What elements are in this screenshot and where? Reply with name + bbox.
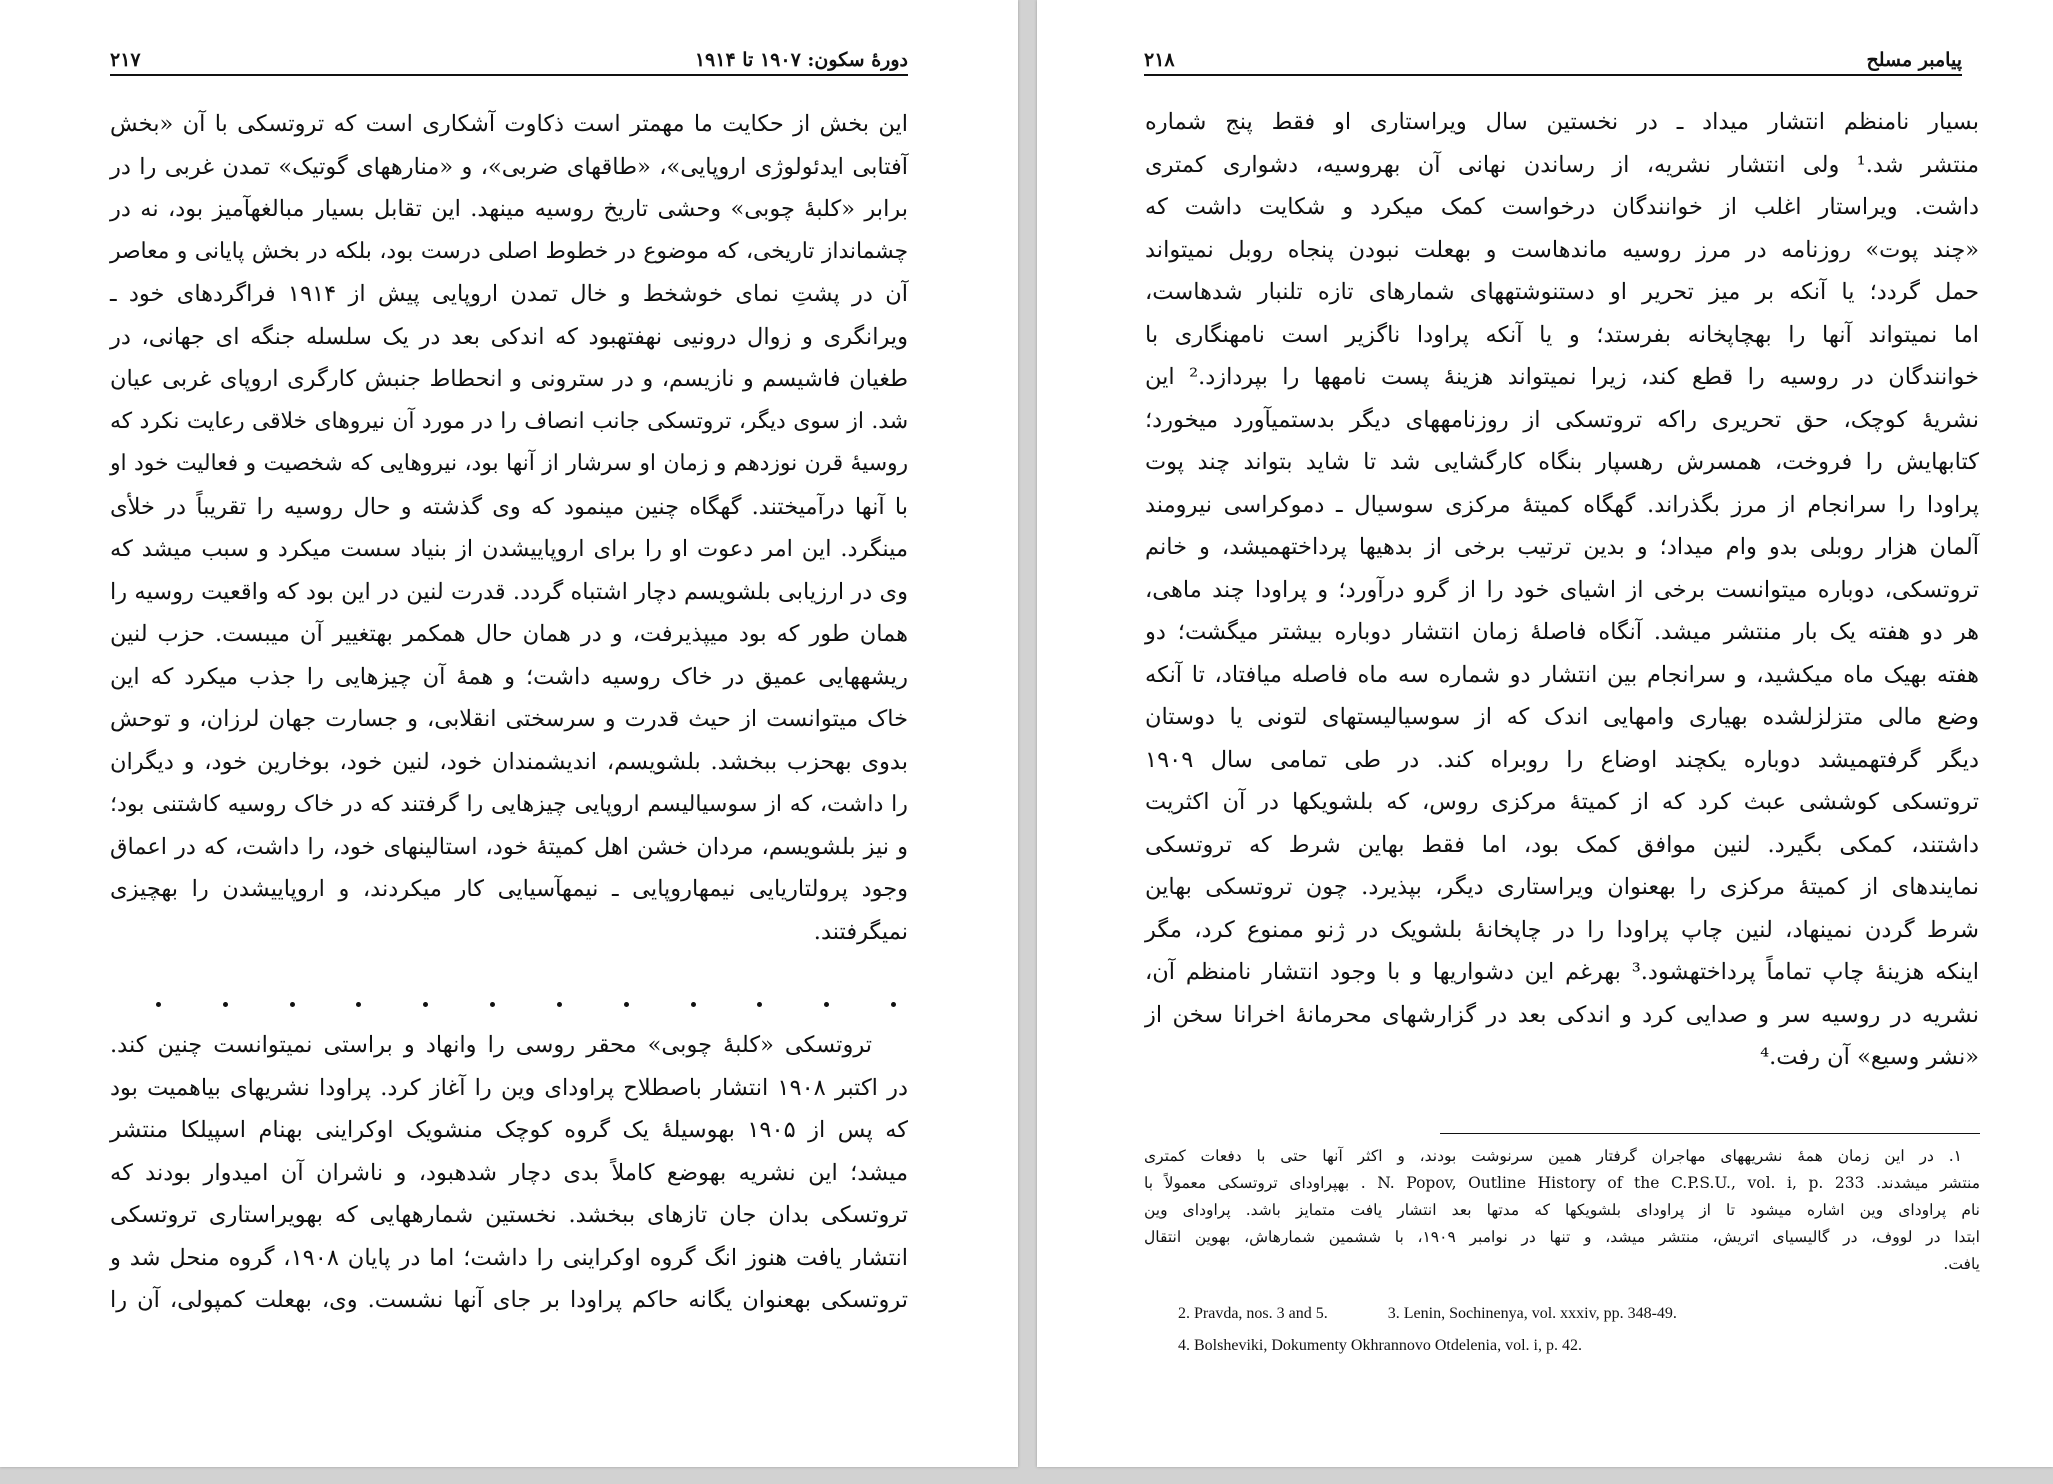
footnote-divider <box>1440 1133 1980 1134</box>
text-line: وجود پرولتاریایی نیمهاروپایی ـ نیمهآسیایی کار میکردند، و اروپاییشدن را بهچیزی <box>110 876 908 902</box>
text-line: روسیهٔ قرن نوزدهم و زمان او سرشار از آنها بود، نیروهایی که شخصیت و فعالیت خود او <box>110 451 908 476</box>
text-line: حمل گردد؛ یا آنکه بر میز تحریر او دستنوشتههای شمارهای تازه تلنبار شدهاست، <box>1145 279 1979 305</box>
text-line: خاک میتوانست از حیث قدرت و سرسختی انقلابی، و جسارت جهان لرزان، و توحش <box>110 706 908 732</box>
text-line: تروتسکی بدان جان تازهای ببخشد. نخستین شمارههایی که بهویراستاری تروتسکی <box>110 1202 908 1228</box>
text-line: هفته بهیک ماه میکشید، و سرانجام بین انتشار دو شماره سه ماه فاصله میافتاد، تا آنکه <box>1145 661 1979 688</box>
text-line: انتشار یافت هنوز انگ گروه اوکراینی را داشت؛ اما در پایان ۱۹۰۸، گروه منحل شد و <box>110 1244 908 1271</box>
footnote-4-text: 4. Bolsheviki, Dokumenty Okhrannovo Otdelenia, vol. i, p. 42. <box>1178 1337 1582 1354</box>
text-line: آلمان هزار روبلی بدو وام میداد؛ و بدین ترتیب برخی از بدهیها پرداختهمیشد، و خانم <box>1145 534 1979 560</box>
text-line: میشد؛ این نشریه بهوضع کاملاً بدی دچار شدهبود، و ناشران آن امیدوار بودند که <box>110 1159 908 1186</box>
separator-dot <box>624 1002 629 1007</box>
text-line: ویرانگری و زوال درونیی نهفتهبود که اندکی بعد در یک سلسله جنگه ای جهانی، در <box>110 323 908 350</box>
text-line: وضع مالی متزلزلشده بهیاری وامهایی اندک که از سوسیالیستهای لتونی یا دوستان <box>1145 704 1979 730</box>
text-line: ریشههایی عمیق در خاک روسیه داشت؛ و همهٔ آن چیزهایی را جذب میکرد که این <box>110 663 908 690</box>
text-line: بدوی بهحزب ببخشد. بلشویسم، اندیشمندان خود، لنین خود، بوخارین خود، و دیگران <box>110 748 908 775</box>
text-line: خوانندگان در روسیه را قطع کند، زیرا نمیتواند هزینهٔ پست نامهها را بپردازد.² این <box>1145 364 1979 390</box>
running-title: دورهٔ سکون: ۱۹۰۷ تا ۱۹۱۴ <box>694 49 908 71</box>
running-title: پیامبر مسلح <box>1866 49 1962 71</box>
separator-dot <box>757 1002 762 1007</box>
text-line: هر دو هفته یک بار منتشر میشد. آنگاه فاصلهٔ زمان انتشار دوباره بیشتر میگشت؛ دو <box>1145 619 1979 645</box>
separator-dot <box>824 1002 829 1007</box>
text-line: پراودا را سرانجام از مرز بگذراند. گهگاه کمیتهٔ مرکزی سوسیال ـ دموکراسی نیرومند <box>1145 491 1979 518</box>
text-line: تروتسکی کوششی عبث کرد که از کمیتهٔ مرکزی روس، که بلشویکها در آن اکثریت <box>1145 789 1979 815</box>
text-line: بسیار نامنظم انتشار میداد ـ در نخستین سال ویراستاری او فقط پنج شماره <box>1145 109 1979 135</box>
text-line: داشت. ویراستار اغلب از خوانندگان درخواست کمک میکرد و شکایت داشت که <box>1145 194 1979 220</box>
text-line: آن در پشتِ نمای خوشخط و خال تمدن اروپایی پیش از ۱۹۱۴ فراگردهای خود ـ <box>110 281 908 307</box>
continuation-text <box>110 1024 908 1322</box>
footnote-line: ابتدا در لووف، در گالیسیای اتریش، منتشر میشد، و تنها در نوامبر ۱۹۰۹، با ششمین شمارهاش، بهوین انتقال <box>1144 1228 1980 1246</box>
separator-dot <box>156 1002 161 1007</box>
text-line: را داشت، که از سوسیالیسم اروپایی چیزهایی را گرفتند که در خاک روسیه کاشتنی بود؛ <box>110 791 908 817</box>
text-line: شرط گردن نمینهاد، لنین چاپ پراودا را در چاپخانهٔ بلشویک در ژنو ممنوع کرد، مگر <box>1145 916 1979 943</box>
separator-dot <box>356 1002 361 1007</box>
footnote-4 <box>1178 1337 1582 1355</box>
body-text <box>1145 101 1979 1079</box>
footnote-line: نام پراودای وین اشاره میشود تا از پراودای بلشویکها که مدتها بعد انتشار یافت متمایز باشد. پراودای وین <box>1144 1201 1980 1219</box>
footnotes-2-3 <box>1178 1305 1677 1323</box>
page-number: ۲۱۷ <box>110 49 141 71</box>
page-number: ۲۱۸ <box>1144 49 1175 71</box>
separator-dot <box>223 1002 228 1007</box>
text-line: اینکه هزینهٔ چاپ تماماً پرداختهشود.³ بهرغم این دشواریها و با وجود انتشار نامنظم آن، <box>1145 959 1979 985</box>
separator-dot <box>557 1002 562 1007</box>
text-line: وی در ارزیابی بلشویسم دچار اشتباه گردد. قدرت لنین در این بود که واقعیت روسیه را <box>110 578 908 605</box>
text-line: نمایندهای از کمیتهٔ مرکزی را بهعنوان ویراستاری دیگر، بپذیرد. چون تروتسکی بهاین <box>1145 874 1979 900</box>
text-line: که پس از ۱۹۰۵ بهوسیلهٔ یک گروه کوچک منشویک اوکراینی بهنام اسپیلکا منتشر <box>110 1117 908 1143</box>
text-line: و نیز بلشویسم، مردان خشن اهل کمیتهٔ خود، استالینهای خود، را داشت، که در اعماق <box>110 833 908 860</box>
footnote-line: ۱. در این زمان همهٔ نشریههای مهاجران گرفتار همین سرنوشت بودند، و اکثر آنها حتی با دفعات کمتری <box>1144 1147 1962 1165</box>
text-line: تروتسکی، دوباره میتوانست برخی از اشیای خود را از گرو درآورد؛ و پراودا چند ماهی، <box>1145 576 1979 603</box>
text-line: همان طور که بود میپذیرفت، و در همان حال همکمر بهتغییر آن میبست. حزب لنین <box>110 621 908 647</box>
text-line: شد. از سوی دیگر، تروتسکی جانب انصاف را در مورد آن نیروهای خلاقی رعایت نکرد که <box>110 408 908 434</box>
text-line: مینگرد. این امر دعوت او را برای اروپاییشدن از بنیاد سست میکرد و سبب میشد که <box>110 536 908 562</box>
separator-dot <box>423 1002 428 1007</box>
text-line: تروتسکی بهعنوان یگانه حاکم پراودا بر جای آنها نشست. وی، بهعلت کمپولی، آن را <box>110 1287 908 1313</box>
text-line: کتابهایش را فروخت، همسرش رهسپار بنگاه کارگشایی شد تا شاید بتواند چند پوت <box>1145 449 1979 475</box>
body-text <box>110 103 908 953</box>
text-line: نشریهٔ کوچک، حق تحریری راکه تروتسکی از روزنامههای دیگر بدستمیآورد میخورد؛ <box>1145 406 1979 433</box>
text-line: در اکتبر ۱۹۰۸ انتشار باصطلاح پراودای وین را آغاز کرد. پراودا نشریهای بیاهمیت بود <box>110 1074 908 1101</box>
text-line: تروتسکی «کلبهٔ چوبی» محقر روسی را وانهاد و براستی نمیتوانست چنین کند. <box>110 1032 872 1058</box>
text-line: طغیان فاشیسم و نازیسم، و در سترونی و انحطاط جنبش کارگری اروپای غربی عیان <box>110 366 908 392</box>
text-line: «چند پوت» روزنامه در مرز روسیه ماندهاست و بهعلت نبودن پنجاه روبل نمیتواند <box>1145 236 1979 263</box>
text-line: دیگر گرفتهمیشد دوباره یکچند اوضاع را روبراه کند. در طی تمامی سال ۱۹۰۹ <box>1145 746 1979 773</box>
text-line: این بخش از حکایت ما مهمتر است ذکاوت آشکاری است که تروتسکی با آن «بخش <box>110 111 908 137</box>
text-line: منتشر شد.¹ ولی انتشار نشریه، از رساندن نهانی آن بهروسیه، دشواری کمتری <box>1145 151 1979 178</box>
text-line: نشریه در روسیه سر و صدایی کرد و اندکی بعد در گزارشهای محرمانهٔ اخرانا سخن از <box>1145 1001 1979 1028</box>
page-header <box>1144 44 1962 76</box>
footnote-2: 2. Pravda, nos. 3 and 5. <box>1178 1305 1328 1322</box>
separator-dot <box>891 1002 896 1007</box>
right-page <box>1037 0 2053 1467</box>
footnote-line: یافت. <box>1943 1255 1980 1273</box>
separator-dot <box>290 1002 295 1007</box>
separator-dot <box>490 1002 495 1007</box>
page-header <box>110 44 908 76</box>
text-line: چشمانداز تاریخی، که موضوع در خطوط اصلی درست بود، بلکه در بخش پایانی و معاصر <box>110 238 908 264</box>
text-line: برابر «کلبهٔ چوبی» وحشی تاریخ روسیه مینهد. این تقابل بسیار مبالغهآمیز بود، نه در <box>110 196 908 222</box>
footnote-line: منتشر میشدند. N. Popov, Outline History of the C.P.S.U., vol. i, p. 233 . بهپراودای تروتسکی معمولاً با <box>1144 1174 1981 1192</box>
text-line: آفتابی ایدئولوژی اروپایی»، «طاقهای ضربی»، و «منارههای گوتیک» تمدن غربی را در <box>110 153 908 180</box>
separator-dot <box>691 1002 696 1007</box>
text-line: داشتند، کمکی بگیرد. لنین موافق کمک بود، اما فقط بهاین شرط که تروتسکی <box>1145 831 1979 858</box>
left-page <box>0 0 1018 1467</box>
section-separator-dots <box>156 994 896 1014</box>
text-line: نمیگرفتند. <box>813 918 908 945</box>
text-line: اما نمیتواند آنها را بهچاپخانه بفرستد؛ و یا آنکه پراودا ناگزیر است نامهنگاری با <box>1145 321 1979 348</box>
text-line: با آنها درآمیختند. گهگاه چنین مینمود که وی گذشته و حال روسیه را تقریباً در خلأی <box>110 493 908 520</box>
footnote-1 <box>1144 1143 1980 1278</box>
footnote-3: 3. Lenin, Sochinenya, vol. xxxiv, pp. 348-49. <box>1387 1305 1677 1322</box>
text-line: «نشر وسیع» آن رفت.⁴ <box>1760 1044 1979 1070</box>
